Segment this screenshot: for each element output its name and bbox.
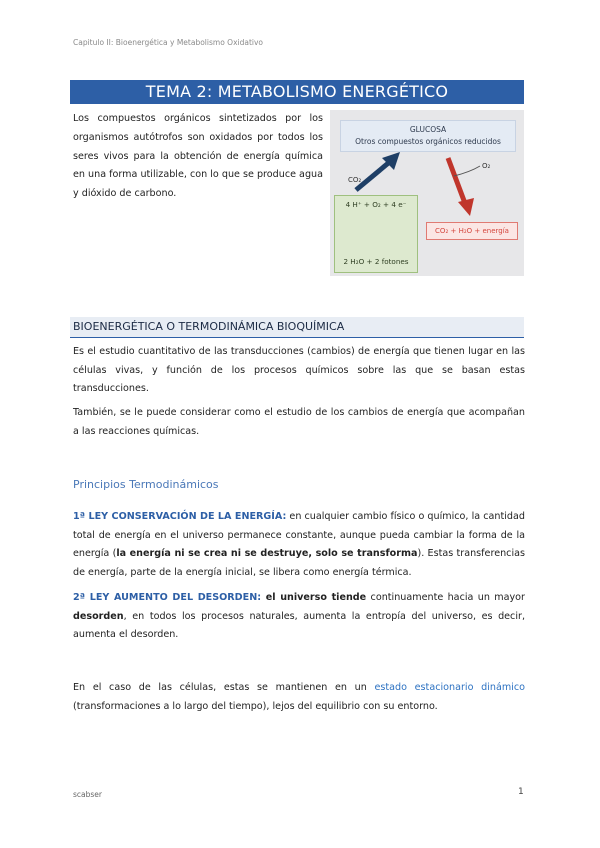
page-header: Capitulo II: Bioenergética y Metabolismo Oxidativo xyxy=(73,38,263,47)
second-law-text-1: continuamente hacia un mayor xyxy=(366,592,525,603)
second-law-bold-1: el universo tiende xyxy=(261,592,367,603)
footer-author: scabser xyxy=(73,790,102,799)
photosynthesis-box xyxy=(334,195,418,273)
co2-arrow-shaft xyxy=(356,160,392,190)
water-photons-equation: 2 H₂O + 2 fotones xyxy=(343,257,409,266)
cells-text-2: (transformaciones a lo largo del tiempo), lejos del equilibrio con su entorno. xyxy=(73,700,438,712)
first-law-text-2: ). Estas transferencias de energía, parte de la energía inicial, se libera como energía térmica. xyxy=(73,548,525,578)
o2-connector xyxy=(454,166,480,176)
first-law-text-1: en cualquier cambio físico o químico, la cantidad total de energía en el universo permanece constante, aunque pueda cambiar la forma de la energía ( xyxy=(73,511,525,560)
section-heading: BIOENERGÉTICA O TERMODINÁMICA BIOQUÍMICA xyxy=(70,317,524,338)
metabolism-figure xyxy=(330,110,524,276)
second-law-bold-2: desorden xyxy=(73,610,124,622)
energy-products-box: CO₂ + H₂O + energía xyxy=(426,222,518,240)
definition-paragraph: Es el estudio cuantitativo de las transducciones (cambios) de energía que tienen lugar en las células vivas, y función de los procesos químicos sobre las que se basan estas transducciones. xyxy=(73,346,525,395)
co2-label: CO₂ xyxy=(348,176,362,184)
intro-paragraph: Los compuestos orgánicos sintetizados por los organismos autótrofos son oxidados por todos los seres vivos para la obtención de energía química en una forma utilizable, con lo que se produce agua y dióxido de carbono. xyxy=(73,113,323,200)
first-law-paragraph xyxy=(73,508,525,582)
steady-state-highlight: estado estacionario dinámico xyxy=(374,682,525,693)
second-law-text-2: , en todos los procesos naturales, aumenta la entropía del universo, es decir, aumenta el desorden. xyxy=(73,610,525,641)
first-law-label: 1ª LEY CONSERVACIÓN DE LA ENERGÍA: xyxy=(73,511,287,522)
second-law-paragraph xyxy=(73,589,525,645)
page-title: TEMA 2: METABOLISMO ENERGÉTICO xyxy=(70,80,524,104)
definition-paragraph-2: También, se le puede considerar como el estudio de los cambios de energía que acompañan a las reacciones químicas. xyxy=(73,407,525,437)
oxidation-arrowhead xyxy=(458,198,474,216)
glucose-label: GLUCOSA xyxy=(409,125,447,134)
cells-paragraph xyxy=(73,679,525,716)
reduced-compounds-label: Otros compuestos orgánicos reducidos xyxy=(355,137,501,146)
o2-label: O₂ xyxy=(482,162,491,170)
first-law-bold: la energía ni se crea ni se destruye, solo se transforma xyxy=(116,548,418,560)
oxidation-arrow-shaft xyxy=(448,158,466,206)
second-law-label: 2ª LEY AUMENTO DEL DESORDEN: xyxy=(73,592,262,603)
subheading: Principios Termodinámicos xyxy=(73,478,219,491)
page-number: 1 xyxy=(518,787,524,797)
proton-equation: 4 H⁺ + O₂ + 4 e⁻ xyxy=(345,200,407,209)
cells-text-1: En el caso de las células, estas se mantienen en un xyxy=(73,682,375,693)
